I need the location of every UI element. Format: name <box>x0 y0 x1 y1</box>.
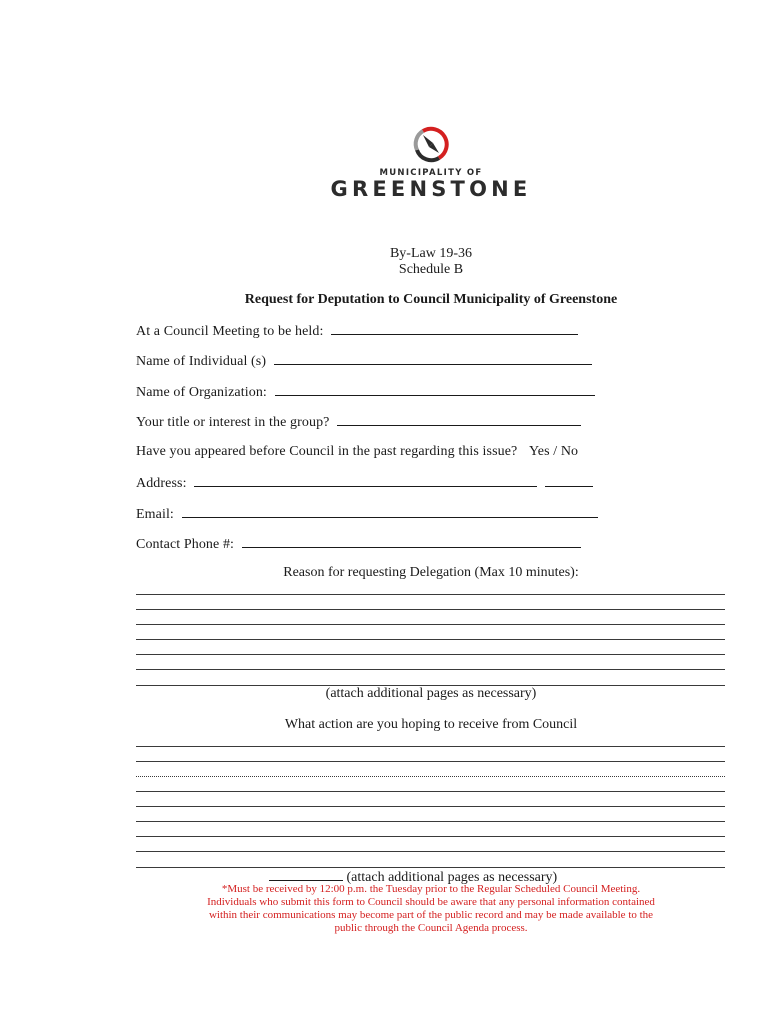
schedule-label: Schedule B <box>398 262 464 277</box>
logo-wordmark: GREENSTONE <box>330 177 532 201</box>
deadline-notice: *Must be received by 12:00 p.m. the Tuesday prior to the Regular Scheduled Council Meeting. <box>221 883 641 895</box>
action-line[interactable] <box>136 776 725 777</box>
email-label: Email: <box>136 507 174 522</box>
logo-subtitle: MUNICIPALITY OF <box>379 168 483 178</box>
action-line[interactable] <box>136 761 725 762</box>
privacy-notice-line: public through the Council Agenda process. <box>334 922 528 934</box>
meeting-date-label: At a Council Meeting to be held: <box>136 324 324 339</box>
title-interest-label: Your title or interest in the group? <box>136 415 330 430</box>
individual-name-input[interactable] <box>274 352 592 365</box>
organization-field[interactable] <box>136 383 595 401</box>
privacy-notice-line: Individuals who submit this form to Council should be aware that any personal information contained <box>207 896 655 908</box>
meeting-date-input[interactable] <box>331 322 578 335</box>
action-line[interactable] <box>136 851 725 852</box>
reason-line[interactable] <box>136 639 725 640</box>
reason-line[interactable] <box>136 609 725 610</box>
action-line[interactable] <box>136 746 725 747</box>
municipality-logo <box>0 122 770 171</box>
email-input[interactable] <box>182 505 598 518</box>
attach-blank[interactable] <box>269 868 343 881</box>
action-line[interactable] <box>136 821 725 822</box>
email-field[interactable] <box>136 505 598 523</box>
yes-no-options[interactable]: Yes / No <box>528 444 579 459</box>
form-title: Request for Deputation to Council Municipality of Greenstone <box>244 292 618 307</box>
reason-heading: Reason for requesting Delegation (Max 10 minutes): <box>283 565 579 580</box>
reason-line[interactable] <box>136 594 725 595</box>
action-heading: What action are you hoping to receive from Council <box>284 717 578 732</box>
individual-name-field[interactable] <box>136 352 592 370</box>
address-postal-input[interactable] <box>545 474 593 487</box>
appeared-before-field <box>136 444 578 460</box>
individual-name-label: Name of Individual (s) <box>136 354 267 369</box>
appeared-before-label: Have you appeared before Council in the past regarding this issue? <box>136 444 518 459</box>
reason-line[interactable] <box>136 669 725 670</box>
action-line[interactable] <box>136 836 725 837</box>
organization-input[interactable] <box>275 383 595 396</box>
reason-line[interactable] <box>136 654 725 655</box>
title-interest-field[interactable] <box>136 413 581 431</box>
organization-label: Name of Organization: <box>136 385 267 400</box>
meeting-date-field[interactable] <box>136 322 578 340</box>
attach-note-action-text: (attach additional pages as necessary) <box>346 870 558 885</box>
bylaw-number: By-Law 19-36 <box>389 246 473 261</box>
phone-input[interactable] <box>242 535 581 548</box>
attach-note-reason: (attach additional pages as necessary) <box>325 686 537 701</box>
reason-line[interactable] <box>136 624 725 625</box>
address-label: Address: <box>136 476 187 491</box>
compass-icon <box>409 122 453 166</box>
privacy-notice-line: within their communications may become part of the public record and may be made available to the <box>208 909 654 921</box>
address-field[interactable] <box>136 474 593 492</box>
address-input[interactable] <box>194 474 537 487</box>
phone-field[interactable] <box>136 535 581 553</box>
action-line[interactable] <box>136 806 725 807</box>
phone-label: Contact Phone #: <box>136 537 235 552</box>
action-line[interactable] <box>136 791 725 792</box>
title-interest-input[interactable] <box>337 413 581 426</box>
